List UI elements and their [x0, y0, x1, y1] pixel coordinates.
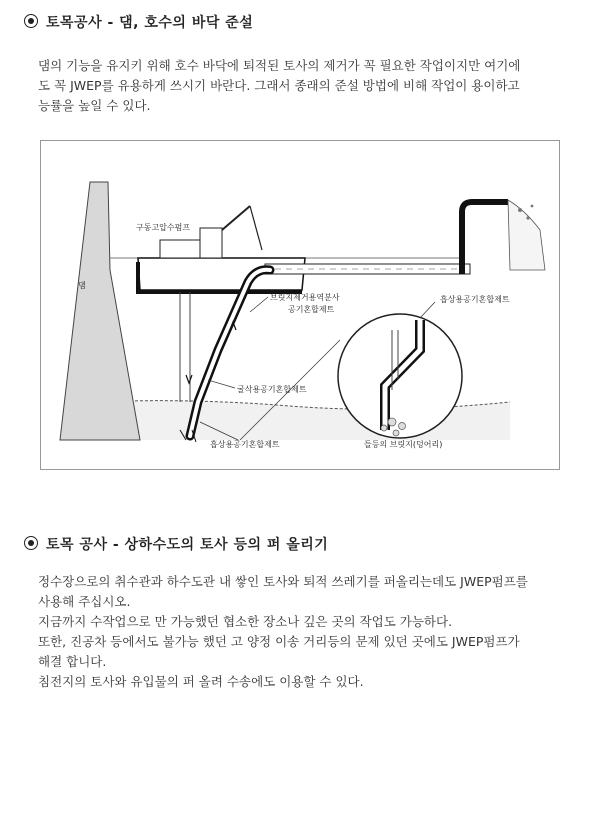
section1-title: 토목공사 - 댐, 호수의 바닥 준설	[46, 15, 254, 31]
label-mix1: 공기혼합제트	[288, 305, 335, 314]
dredging-diagram	[40, 140, 560, 470]
label-spray: 브릿지제거용역분사	[270, 293, 340, 302]
section2-line-1: 정수장으로의 취수관과 하수도관 내 쌓인 토사와 퇴적 쓰레기를 퍼올리는데도 JWEP펌프를	[38, 574, 528, 589]
circle-bullet-icon	[24, 14, 38, 28]
section2-line-3: 지금까지 수작업으로 만 가능했던 협소한 장소나 깊은 곳의 작업도 가능하다.	[38, 614, 453, 629]
label-pump: 구동고압수펌프	[136, 223, 191, 232]
section1-line-1: 댐의 기능을 유지키 위해 호수 바닥에 퇴적된 토사의 제거가 꼭 필요한 작업이지만 여기에	[38, 58, 521, 73]
label-lift-bottom: 흡상용공기혼합제트	[210, 440, 280, 449]
section2-heading	[24, 534, 328, 554]
section2-line-6: 침전지의 토사와 유입물의 퍼 올려 수송에도 이용할 수 있다.	[38, 674, 364, 689]
section1-line-2: 도 꼭 JWEP를 유용하게 쓰시기 바란다. 그래서 종래의 준설 방법에 비해 작업이 용이하고	[38, 78, 520, 93]
section2-line-2: 사용해 주십시오.	[38, 594, 131, 609]
section1-line-3: 능률을 높일 수 있다.	[38, 98, 151, 113]
label-lift-top: 흡상용공기혼합제트	[440, 295, 510, 304]
section1-heading	[24, 12, 253, 32]
label-dam: 댐	[78, 281, 86, 290]
circle-bullet-icon	[24, 536, 38, 550]
pump-housing	[200, 228, 222, 258]
label-dig: 굴삭용공기혼합제트	[237, 385, 307, 394]
section2-title: 토목 공사 - 상하수도의 토사 등의 퍼 올리기	[46, 537, 329, 553]
section2-line-5: 해결 합니다.	[38, 654, 107, 669]
section1-paragraph	[38, 56, 583, 116]
section2-paragraph	[38, 572, 583, 692]
section2-line-4: 또한, 진공차 등에서도 불가능 했던 고 양정 이송 거리등의 문제 있던 곳에도 JWEP펌프가	[38, 634, 520, 649]
label-bridge: 들등의 브릿지(덩어리)	[364, 440, 443, 449]
